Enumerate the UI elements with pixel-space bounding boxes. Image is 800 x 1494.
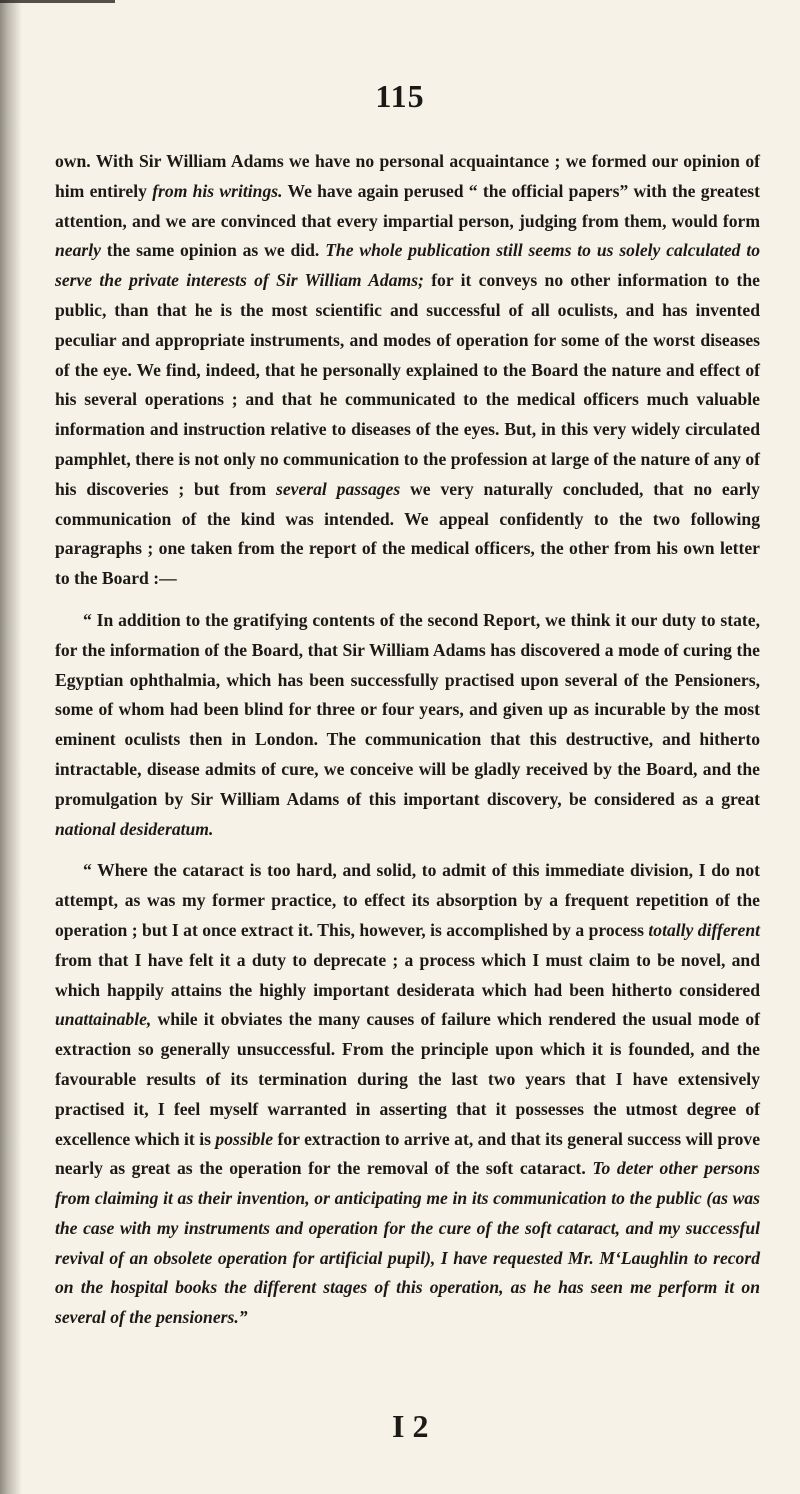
text-run: “ Where the cataract is too hard, and solid, to admit of this immediate division, I do not attempt, as was my former practice, to effect its absorption by a frequent repetition of the operation ; but I at once extract it. This, however, is accomplished by a process	[55, 860, 760, 940]
text-run: “ In addition to the gratifying contents of the second Report, we think it our duty to state, for the information of the Board, that Sir William Adams has discovered a mode of curing the Egyptian ophthalmia, which has been successfully practised upon several of the Pensioners, some of whom had been blind for three or four years, and given up as incurable by the most eminent oculists then in London. The communication that this destructive, and hitherto intractable, disease admits of cure, we conceive will be gladly received by the Board, and the promulgation by Sir William Adams of this important discovery, be considered as a great	[55, 609, 760, 809]
italic-run: To deter other persons from claiming it as their invention, or anticipating me in its communication to the public (as was the case with my instruments and operation for the cure of the soft cataract, and my successful revival of an obsolete operation for artificial pupil), I have requested Mr. M‘Laughlin to record on the hospital books the different stages of this operation, as he has seen me perform it on several of the pensioners.”	[55, 1158, 760, 1328]
signature-mark: I 2	[392, 1408, 429, 1444]
italic-run: possible	[215, 1128, 274, 1149]
text-run: from that I have felt it a duty to deprecate ; a process which I must claim to be novel, and which happily attains the highly important desiderata which had been hitherto considered	[55, 949, 760, 1000]
text-run: We have again perused “ the official papers” with the greatest attention, and we are convinced that every impartial person, judging from them, would form	[55, 180, 761, 231]
text-run: we very naturally concluded, that no early communication of the kind was intended. We appeal confidently to the two following paragraphs ; one taken from the report of the medical officers, the other from his own letter to the Board :—	[55, 478, 760, 589]
text-run: while it obviates the many causes of failure which rendered the usual mode of extraction so generally unsuccessful. From the principle upon which it is founded, and the favourable results of its termination during the last two years that I have extensively practised it, I feel myself warranted in asserting that it possesses the utmost degree of excellence which it is	[55, 1009, 760, 1149]
italic-run: from his writings.	[152, 180, 283, 201]
italic-run: national desideratum.	[55, 818, 214, 839]
quote-medical-officers	[55, 606, 760, 844]
page-edge-shadow	[0, 0, 22, 1494]
text-run: for extraction to arrive at, and that its general success will prove nearly as great as the operation for the removal of the soft cataract.	[55, 1128, 760, 1179]
top-rule	[0, 0, 115, 3]
page-number: 115	[375, 78, 425, 114]
italic-run: nearly	[55, 240, 101, 261]
text-run: for it conveys no other information to the public, than that he is the most scientific and successful of all oculists, and has invented peculiar and appropriate instruments, and modes of operation for some of the worst diseases of the eye. We find, indeed, that he personally explained to the Board the nature and effect of his several operations ; and that he communicated to the medical officers much valuable information and instruction relative to diseases of the eyes. But, in this very widely circulated pamphlet, there is not only no communication to the profession at large of the nature of any of his discoveries ; but from	[55, 270, 760, 499]
text-run: own. With Sir William Adams we have no personal acquaintance ; we formed our opinion of him entirely	[55, 151, 760, 201]
italic-run: several passages	[276, 478, 401, 499]
paragraph-1	[55, 147, 760, 594]
text-run: the same opinion as we did.	[100, 240, 326, 261]
body-text	[55, 147, 760, 1333]
italic-run: totally different	[648, 919, 760, 940]
quote-adams-letter	[55, 856, 760, 1333]
italic-run: unattainable,	[55, 1009, 152, 1030]
italic-run: The whole publication still seems to us solely calculated to serve the private interests of Sir William Adams;	[55, 240, 760, 291]
